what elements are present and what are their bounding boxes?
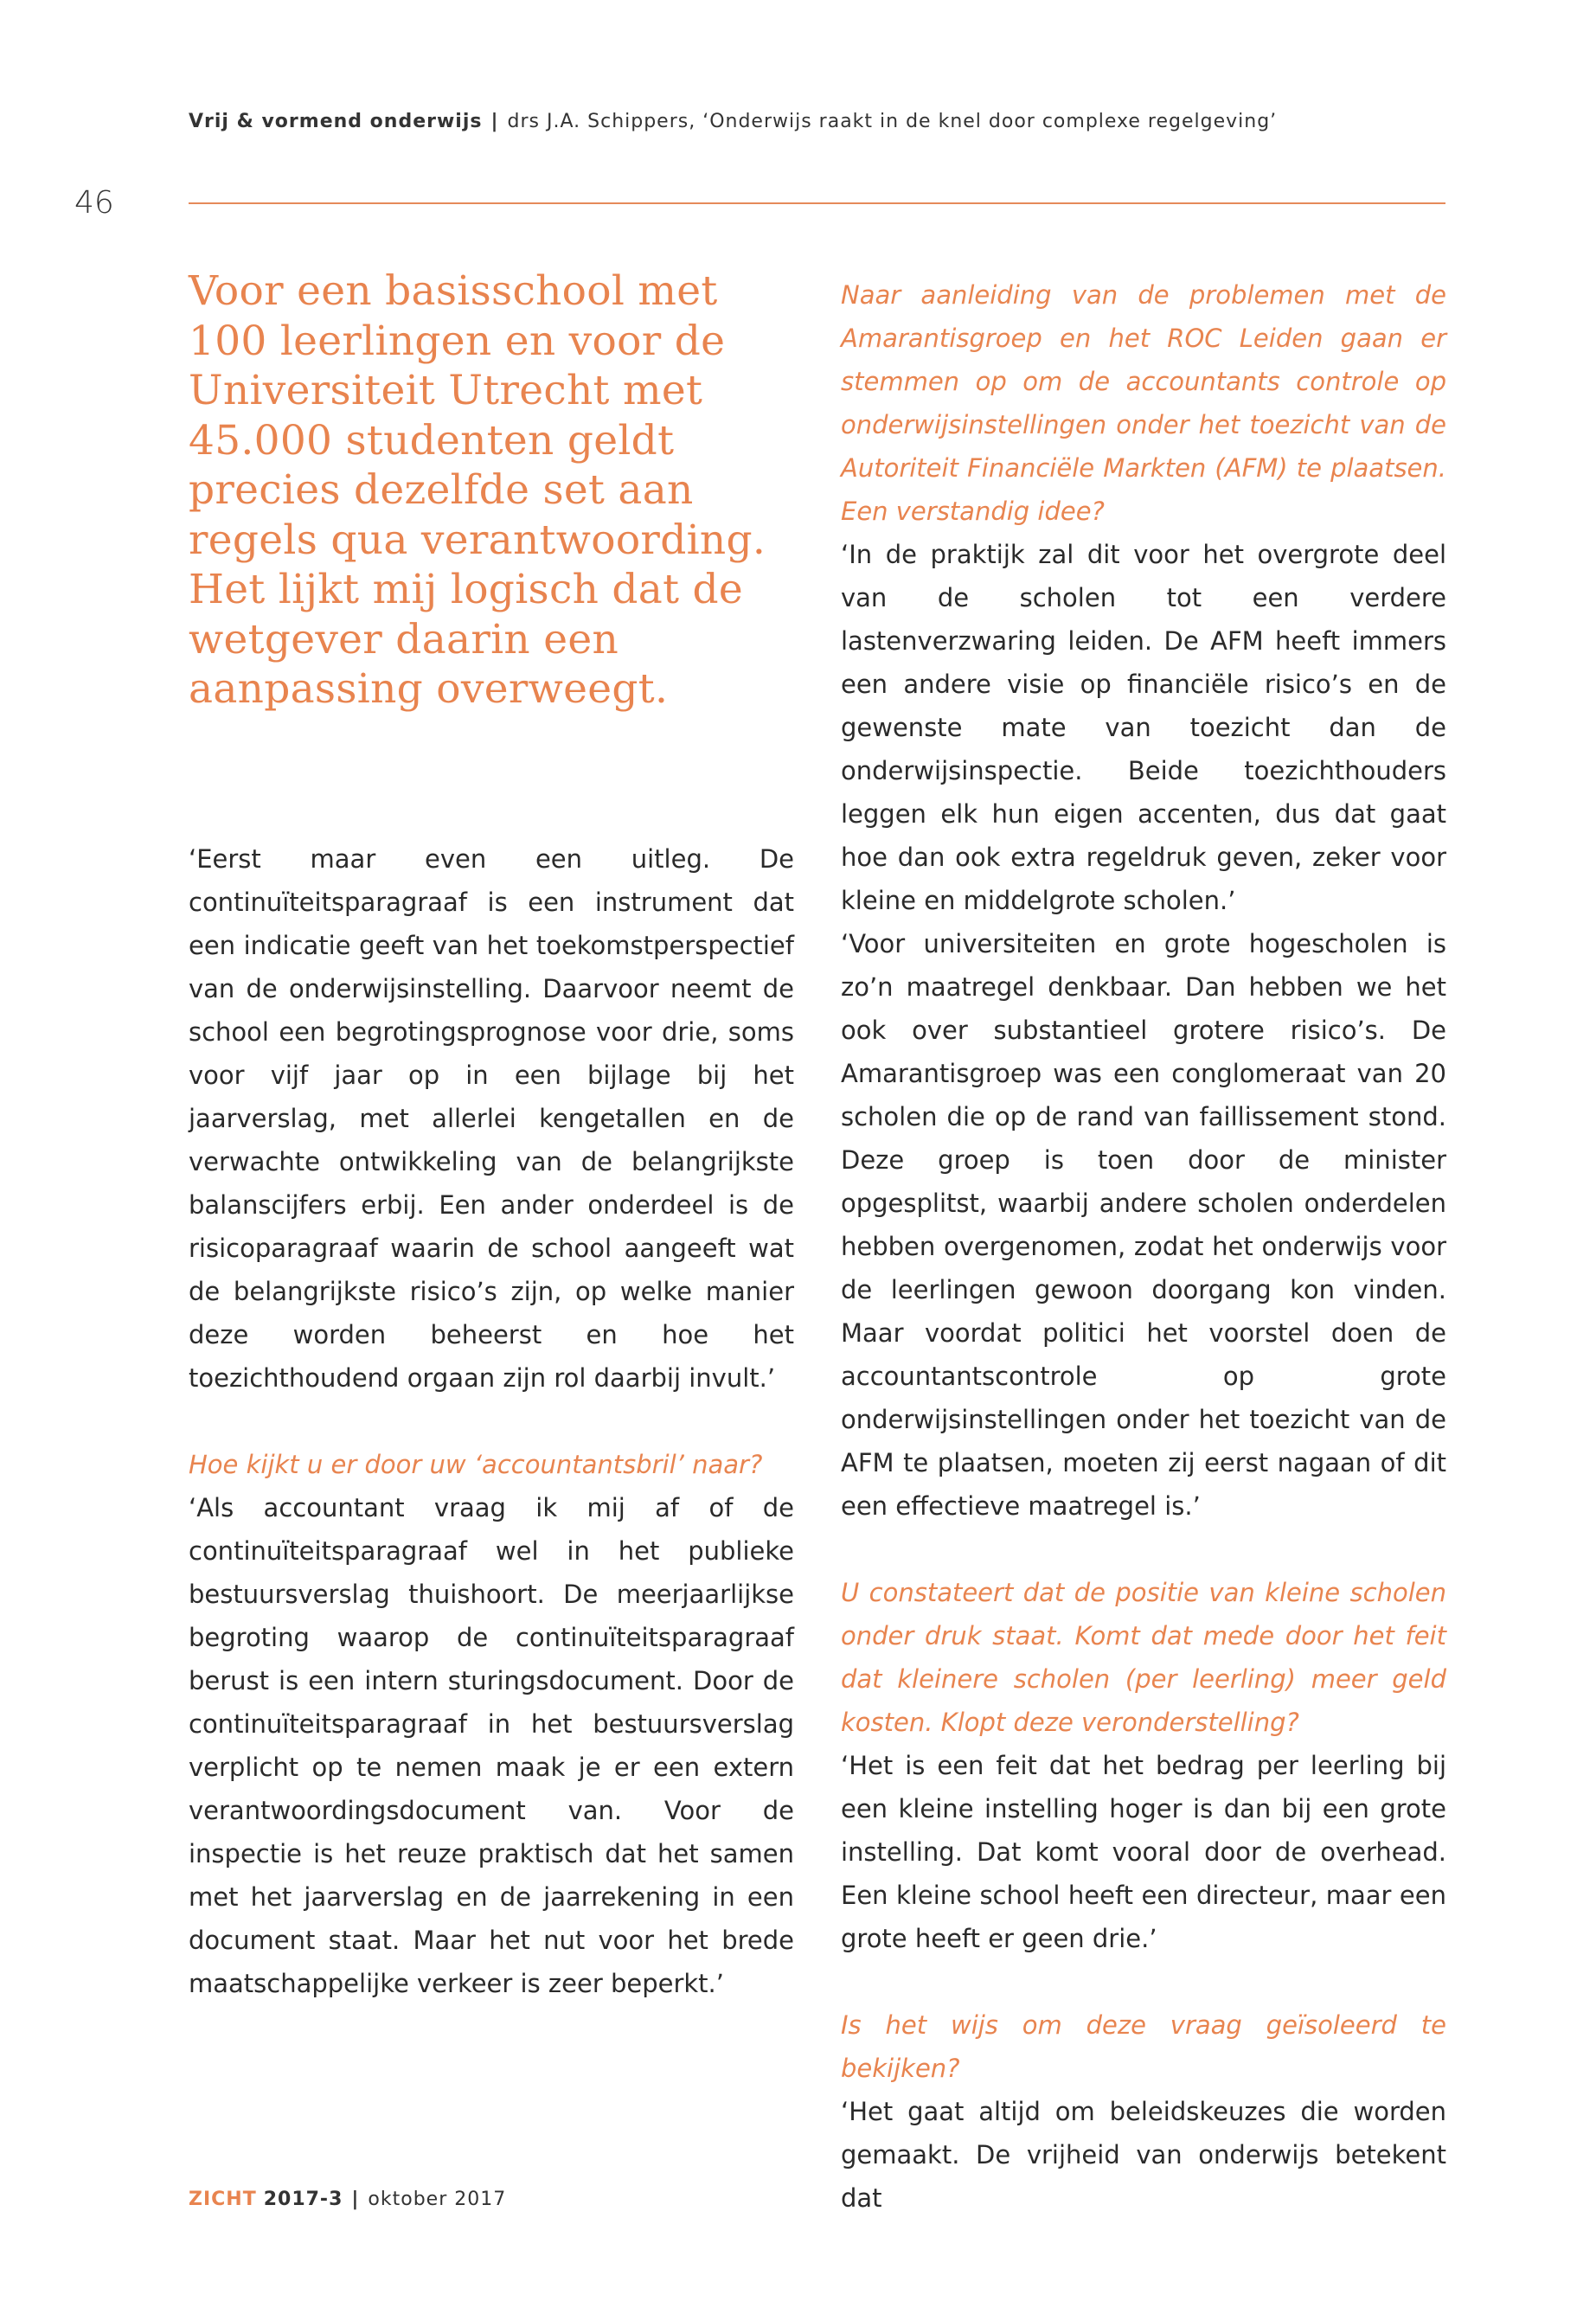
footer-separator: | — [351, 2189, 360, 2210]
header-separator: | — [490, 111, 499, 132]
interview-question: Hoe kijkt u er door uw ‘accountantsbril’ naar? — [189, 1450, 763, 1479]
running-header — [189, 111, 1452, 132]
body-paragraph: ‘In de praktijk zal dit voor het overgrote deel van de scholen tot een verdere lastenverzwaring leiden. De AFM heeft immers een andere visie op financiële risico’s en de gewenste mate van toezicht dan de onderwijsinspectie. Beide toezichthouders leggen elk hun eigen accenten, dus dat gaat hoe dan ook extra regeldruk geven, zeker voor kleine en middelgrote scholen.’ — [841, 540, 1446, 915]
body-paragraph: ‘Als accountant vraag ik mij af of de continuïteitsparagraaf wel in het publieke bestuursverslag thuishoort. De meerjaarlijkse begroting waarop de continuïteitsparagraaf berust is een intern sturingsdocument. Door de continuïteitsparagraaf in het bestuursverslag verplicht op te nemen maak je er een extern verantwoordingsdocument van. Voor de inspectie is het reuze praktisch dat het samen met het jaarverslag en de jaarrekening in een document staat. Maar het nut voor het brede maatschappelijke verkeer is zeer beperkt.’ — [189, 1493, 794, 1998]
paragraph-gap — [841, 1960, 1446, 2003]
header-rule — [189, 202, 1445, 204]
header-article-title: drs J.A. Schippers, ‘Onderwijs raakt in de knel door complexe regelgeving’ — [507, 111, 1278, 132]
footer-date: oktober 2017 — [368, 2189, 507, 2210]
header-section: Vrij & vormend onderwijs — [189, 111, 483, 132]
interview-question: Naar aanleiding van de problemen met de Amarantisgroep en het ROC Leiden gaan er stemmen op om de accountants controle op onderwijsinstellingen onder het toezicht van de Autoriteit Financiële Markten (AFM) te plaatsen. Een verstandig idee? — [841, 280, 1446, 526]
running-footer — [189, 2189, 506, 2210]
interview-question: U constateert dat de positie van kleine scholen onder druk staat. Komt dat mede door het feit dat kleinere scholen (per leerling) meer geld kosten. Klopt deze veronderstelling? — [841, 1578, 1446, 1737]
body-paragraph: ‘Het is een feit dat het bedrag per leerling bij een kleine instelling hoger is dan bij een grote instelling. Dat komt vooral door de overhead. Een kleine school heeft een directeur, maar een grote heeft er geen drie.’ — [841, 1751, 1446, 1953]
left-column — [189, 837, 794, 2005]
interview-question: Is het wijs om deze vraag geïsoleerd te bekijken? — [841, 2010, 1446, 2083]
body-paragraph: ‘Voor universiteiten en grote hogescholen is zo’n maatregel denkbaar. Dan hebben we het ook over substantieel grotere risico’s. De Amarantisgroep was een conglomeraat van 20 scholen die op de rand van faillissement stond. Deze groep is toen door de minister opgesplitst, waarbij andere scholen onderdelen hebben overgenomen, zodat het onderwijs voor de leerlingen gewoon doorgang kon vinden. Maar voordat politici het voorstel doen de accountantscontrole op grote onderwijsinstellingen onder het toezicht van de AFM te plaatsen, moeten zij eerst nagaan of dit een effectieve maatregel is.’ — [841, 929, 1446, 1521]
body-paragraph: ‘Het gaat altijd om beleidskeuzes die worden gemaakt. De vrijheid van onderwijs betekent dat — [841, 2097, 1446, 2213]
footer-brand: ZICHT — [189, 2189, 257, 2210]
footer-issue: 2017-3 — [263, 2189, 343, 2210]
pull-quote: Voor een basisschool met 100 leerlingen en voor de Universiteit Utrecht met 45.000 studenten geldt precies dezelfde set aan regels qua verantwoording. Het lijkt mij logisch dat de wetgever daarin een aanpassing overweegt. — [189, 267, 766, 713]
body-paragraph: ‘Eerst maar even een uitleg. De continuïteitsparagraaf is een instrument dat een indicatie geeft van het toekomstperspectief van de onderwijsinstelling. Daarvoor neemt de school een begrotingsprognose voor drie, soms voor vijf jaar op in een bijlage bij het jaarverslag, met allerlei kengetallen en de verwachte ontwikkeling van de belangrijkste balanscijfers erbij. Een ander onderdeel is de risicoparagraaf waarin de school aangeeft wat de belangrijkste risico’s zijn, op welke manier deze worden beheerst en hoe het toezichthoudend orgaan zijn rol daarbij invult.’ — [189, 844, 794, 1393]
page-number: 46 — [74, 185, 114, 221]
paragraph-gap — [189, 1400, 794, 1443]
right-column — [841, 273, 1446, 2220]
paragraph-gap — [841, 1528, 1446, 1571]
